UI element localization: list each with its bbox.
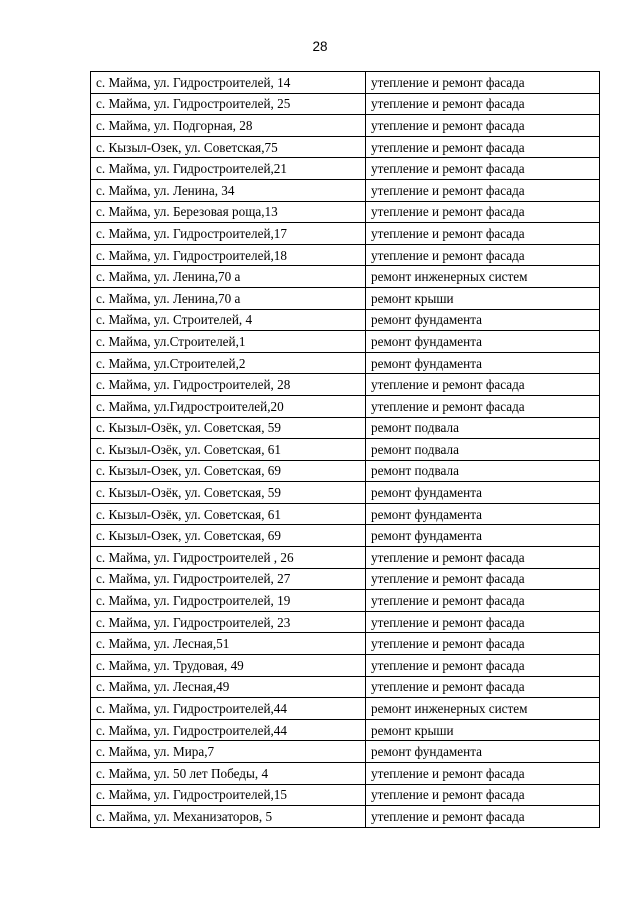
address-cell: с. Майма, ул. Гидростроителей,15 [91, 784, 366, 806]
table-row [91, 266, 600, 288]
work-type-cell: утепление и ремонт фасада [366, 93, 600, 115]
address-cell: с. Майма, ул. Гидростроителей,18 [91, 244, 366, 266]
work-type-cell: утепление и ремонт фасада [366, 179, 600, 201]
table-row [91, 374, 600, 396]
table-row [91, 331, 600, 353]
address-cell: с. Кызыл-Озёк, ул. Советская, 61 [91, 503, 366, 525]
table-row [91, 417, 600, 439]
work-type-cell: утепление и ремонт фасада [366, 547, 600, 569]
work-type-cell: ремонт фундамента [366, 741, 600, 763]
work-type-cell: утепление и ремонт фасада [366, 244, 600, 266]
address-cell: с. Кызыл-Озёк, ул. Советская, 59 [91, 482, 366, 504]
work-type-cell: утепление и ремонт фасада [366, 784, 600, 806]
table-row [91, 72, 600, 94]
page-number: 28 [312, 39, 328, 54]
table-row [91, 352, 600, 374]
table-row [91, 719, 600, 741]
work-type-cell: утепление и ремонт фасада [366, 568, 600, 590]
address-cell: с. Кызыл-Озек, ул. Советская, 69 [91, 525, 366, 547]
table-row [91, 503, 600, 525]
table-row [91, 93, 600, 115]
work-type-cell: утепление и ремонт фасада [366, 590, 600, 612]
work-type-cell: ремонт подвала [366, 460, 600, 482]
work-type-cell: ремонт фундамента [366, 482, 600, 504]
table-row [91, 525, 600, 547]
table-row [91, 655, 600, 677]
work-type-cell: утепление и ремонт фасада [366, 806, 600, 828]
table-row [91, 763, 600, 785]
work-type-cell: ремонт подвала [366, 417, 600, 439]
table-row [91, 244, 600, 266]
table-row [91, 676, 600, 698]
address-cell: с. Майма, ул. Лесная,49 [91, 676, 366, 698]
table-row [91, 395, 600, 417]
work-type-cell: утепление и ремонт фасада [366, 72, 600, 94]
work-type-cell: утепление и ремонт фасада [366, 763, 600, 785]
address-cell: с. Майма, ул. Подгорная, 28 [91, 115, 366, 137]
table-row [91, 784, 600, 806]
address-cell: с. Майма, ул.Строителей,1 [91, 331, 366, 353]
table-row [91, 115, 600, 137]
work-type-cell: ремонт фундамента [366, 309, 600, 331]
works-table-body [91, 72, 600, 828]
address-cell: с. Майма, ул. Гидростроителей, 14 [91, 72, 366, 94]
work-type-cell: утепление и ремонт фасада [366, 115, 600, 137]
table-row [91, 547, 600, 569]
work-type-cell: утепление и ремонт фасада [366, 223, 600, 245]
table-row [91, 136, 600, 158]
table-row [91, 806, 600, 828]
work-type-cell: ремонт инженерных систем [366, 698, 600, 720]
work-type-cell: ремонт инженерных систем [366, 266, 600, 288]
address-cell: с. Майма, ул. Гидростроителей, 25 [91, 93, 366, 115]
table-row [91, 158, 600, 180]
table-row [91, 179, 600, 201]
table-row [91, 698, 600, 720]
address-cell: с. Майма, ул. Механизаторов, 5 [91, 806, 366, 828]
work-type-cell: ремонт фундамента [366, 525, 600, 547]
address-cell: с. Кызыл-Озёк, ул. Советская, 61 [91, 439, 366, 461]
work-type-cell: утепление и ремонт фасада [366, 611, 600, 633]
address-cell: с. Майма, ул. Гидростроителей, 27 [91, 568, 366, 590]
address-cell: с. Майма, ул. Гидростроителей,44 [91, 698, 366, 720]
work-type-cell: ремонт крыши [366, 719, 600, 741]
address-cell: с. Майма, ул. Строителей, 4 [91, 309, 366, 331]
work-type-cell: утепление и ремонт фасада [366, 158, 600, 180]
address-cell: с. Майма, ул. Ленина,70 а [91, 266, 366, 288]
work-type-cell: утепление и ремонт фасада [366, 374, 600, 396]
table-row [91, 633, 600, 655]
work-type-cell: ремонт фундамента [366, 503, 600, 525]
address-cell: с. Майма, ул.Гидростроителей,20 [91, 395, 366, 417]
table-row [91, 439, 600, 461]
table-row [91, 611, 600, 633]
address-cell: с. Майма, ул. Ленина,70 а [91, 287, 366, 309]
address-cell: с. Майма, ул. Лесная,51 [91, 633, 366, 655]
address-cell: с. Майма, ул. Гидростроителей, 19 [91, 590, 366, 612]
address-cell: с. Майма, ул. Гидростроителей,21 [91, 158, 366, 180]
table-row [91, 223, 600, 245]
work-type-cell: ремонт фундамента [366, 331, 600, 353]
table-row [91, 568, 600, 590]
work-type-cell: утепление и ремонт фасада [366, 676, 600, 698]
address-cell: с. Кызыл-Озёк, ул. Советская, 59 [91, 417, 366, 439]
table-row [91, 741, 600, 763]
address-cell: с. Кызыл-Озек, ул. Советская, 69 [91, 460, 366, 482]
works-table [90, 71, 600, 828]
table-row [91, 590, 600, 612]
table-row [91, 309, 600, 331]
table-row [91, 460, 600, 482]
work-type-cell: ремонт подвала [366, 439, 600, 461]
address-cell: с. Майма, ул. Гидростроителей,44 [91, 719, 366, 741]
address-cell: с. Майма, ул. Гидростроителей, 23 [91, 611, 366, 633]
address-cell: с. Кызыл-Озек, ул. Советская,75 [91, 136, 366, 158]
address-cell: с. Майма, ул.Строителей,2 [91, 352, 366, 374]
work-type-cell: утепление и ремонт фасада [366, 136, 600, 158]
address-cell: с. Майма, ул. Березовая роща,13 [91, 201, 366, 223]
address-cell: с. Майма, ул. Мира,7 [91, 741, 366, 763]
work-type-cell: утепление и ремонт фасада [366, 201, 600, 223]
address-cell: с. Майма, ул. Гидростроителей , 26 [91, 547, 366, 569]
address-cell: с. Майма, ул. Трудовая, 49 [91, 655, 366, 677]
address-cell: с. Майма, ул. Ленина, 34 [91, 179, 366, 201]
address-cell: с. Майма, ул. Гидростроителей, 28 [91, 374, 366, 396]
work-type-cell: утепление и ремонт фасада [366, 655, 600, 677]
address-cell: с. Майма, ул. 50 лет Победы, 4 [91, 763, 366, 785]
work-type-cell: утепление и ремонт фасада [366, 633, 600, 655]
table-row [91, 201, 600, 223]
work-type-cell: утепление и ремонт фасада [366, 395, 600, 417]
work-type-cell: ремонт фундамента [366, 352, 600, 374]
table-row [91, 287, 600, 309]
work-type-cell: ремонт крыши [366, 287, 600, 309]
table-row [91, 482, 600, 504]
address-cell: с. Майма, ул. Гидростроителей,17 [91, 223, 366, 245]
